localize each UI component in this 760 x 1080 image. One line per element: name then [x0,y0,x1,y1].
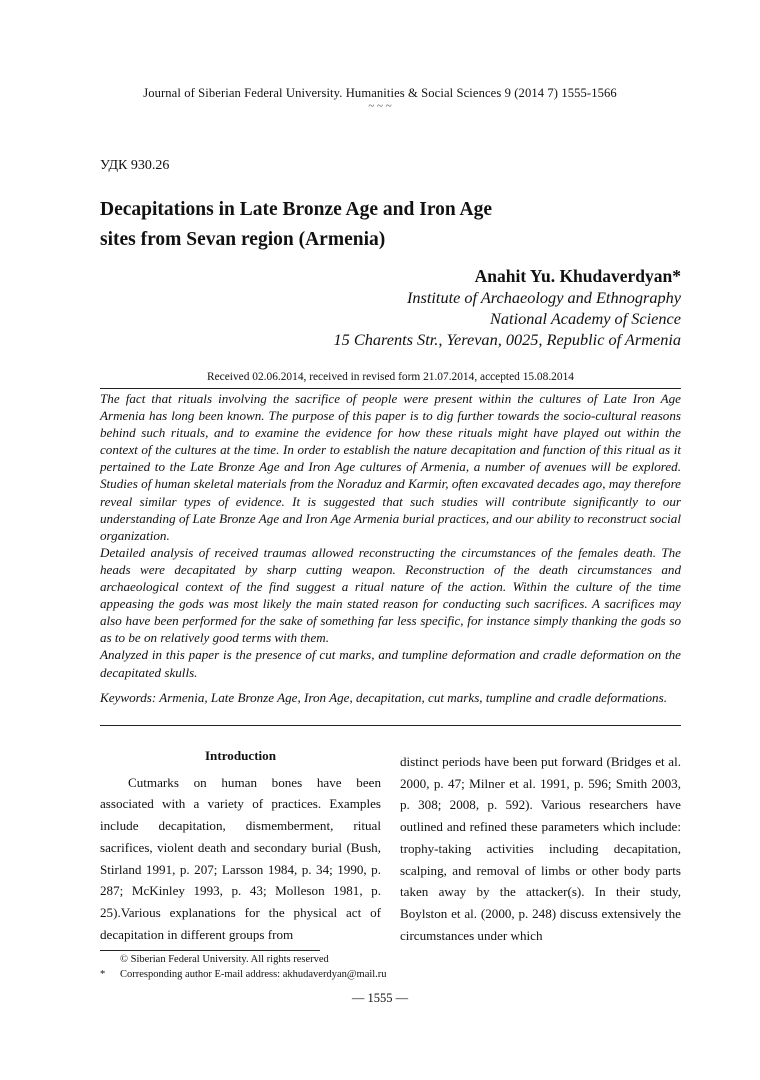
right-column-text: distinct periods have been put forward (Bridges et al. 2000, p. 47; Milner et al. 1991, p. 596; Smith 2003, p. 308; 2008, p. 592). Various researchers have outlined and refined these parameters which include: trophy-taking activities including decapitation, scalping, and removal of limbs or other body parts taken away by the attacker(s). In their study, Boylston et al. (2000, p. 248) discuss extensively the circumstances under which [400,754,681,943]
left-column-text: Cutmarks on human bones have been associated with a variety of practices. Examples include decapitation, dismemberment, ritual sacrifices, violent death and secondary burial (Bush, Stirland 1991, p. 207; Larsson 1984, p. 34; 1990, p. 287; McKinley 1993, p. 43; Molleson 1981, p. 25).Various explanations for the physical act of decapitation in different groups from [100,774,381,942]
author-block [280,265,681,350]
title-line-1: Decapitations in Late Bronze Age and Iron Age [100,199,492,220]
footnotes [100,953,500,982]
body-right-column [400,751,681,946]
abstract-paragraph-2: Detailed analysis of received traumas allowed reconstructing the circumstances of the females death. The heads were decapitated by sharp cutting weapon. Reconstruction of the death circumstances and archaeological context of the find suggest a ritual nature of the action. Within the culture of the time appeasing the gods was most likely the main stated reason for conducting such sacrifices. A sacrifices may also have been performed for the sake of something far less specific, for instance simply thanking the gods so as to be on relatively good terms with them. [100,544,681,646]
affiliation-line-3: 15 Charents Str., Yerevan, 0025, Republic of Armenia [333,330,681,349]
article-title [100,195,570,255]
page-number: — 1555 — [351,991,409,1005]
header-ornament: ~ ~ ~ [368,100,392,112]
affiliation-line-1: Institute of Archaeology and Ethnography [406,288,681,307]
abstract-paragraph-1: The fact that rituals involving the sacrifice of people were present within the cultures of Late Iron Age Armenia has long been known. The purpose of this paper is to dig further towards the socio-cultural reasons behind such rituals, and to examine the evidence for how these rituals might have played out within the context of the cultures at the time. In order to establish the nature decapitation and function of this ritual as it pertained to the Late Bronze Age and Iron Age cultures of Armenia, a number of avenues will be explored. Studies of human skeletal materials from the Noraduz and Karmir, often excavated decades ago, may therefore reveal similar types of evidence. It is suggested that such studies will contribute significantly to our understanding of Late Bronze Age and Iron Age Armenia burial practices, and our ability to reconstruct social organization. [100,391,681,543]
abstract-top-rule [100,388,681,389]
received-dates: Received 02.06.2014, received in revised form 21.07.2014, accepted 15.08.2014 [207,371,574,383]
abstract-bottom-rule [100,725,681,726]
affiliation-line-2: National Academy of Science [490,309,681,328]
body-left-column [100,745,381,945]
keywords: Keywords: Armenia, Late Bronze Age, Iron Age, decapitation, cut marks, tumpline and cradle deformations. [100,690,667,705]
author-name: Anahit Yu. Khudaverdyan* [474,266,681,286]
abstract [100,390,681,681]
title-line-2: sites from Sevan region (Armenia) [100,229,386,250]
abstract-paragraph-3: Analyzed in this paper is the presence of cut marks, and tumpline deformation and cradle deformation on the decapitated skulls. [100,647,681,680]
footnote-rule [100,950,320,951]
copyright-footnote: © Siberian Federal University. All rights reserved [120,954,329,965]
corresponding-author-footnote: * Corresponding author E-mail address: akhudaverdyan@mail.ru [100,968,387,980]
journal-header: Journal of Siberian Federal University. Humanities & Social Sciences 9 (2014 7) 1555-1566 [143,86,617,100]
introduction-heading: Introduction [204,748,277,763]
udk-code: УДК 930.26 [100,158,170,173]
